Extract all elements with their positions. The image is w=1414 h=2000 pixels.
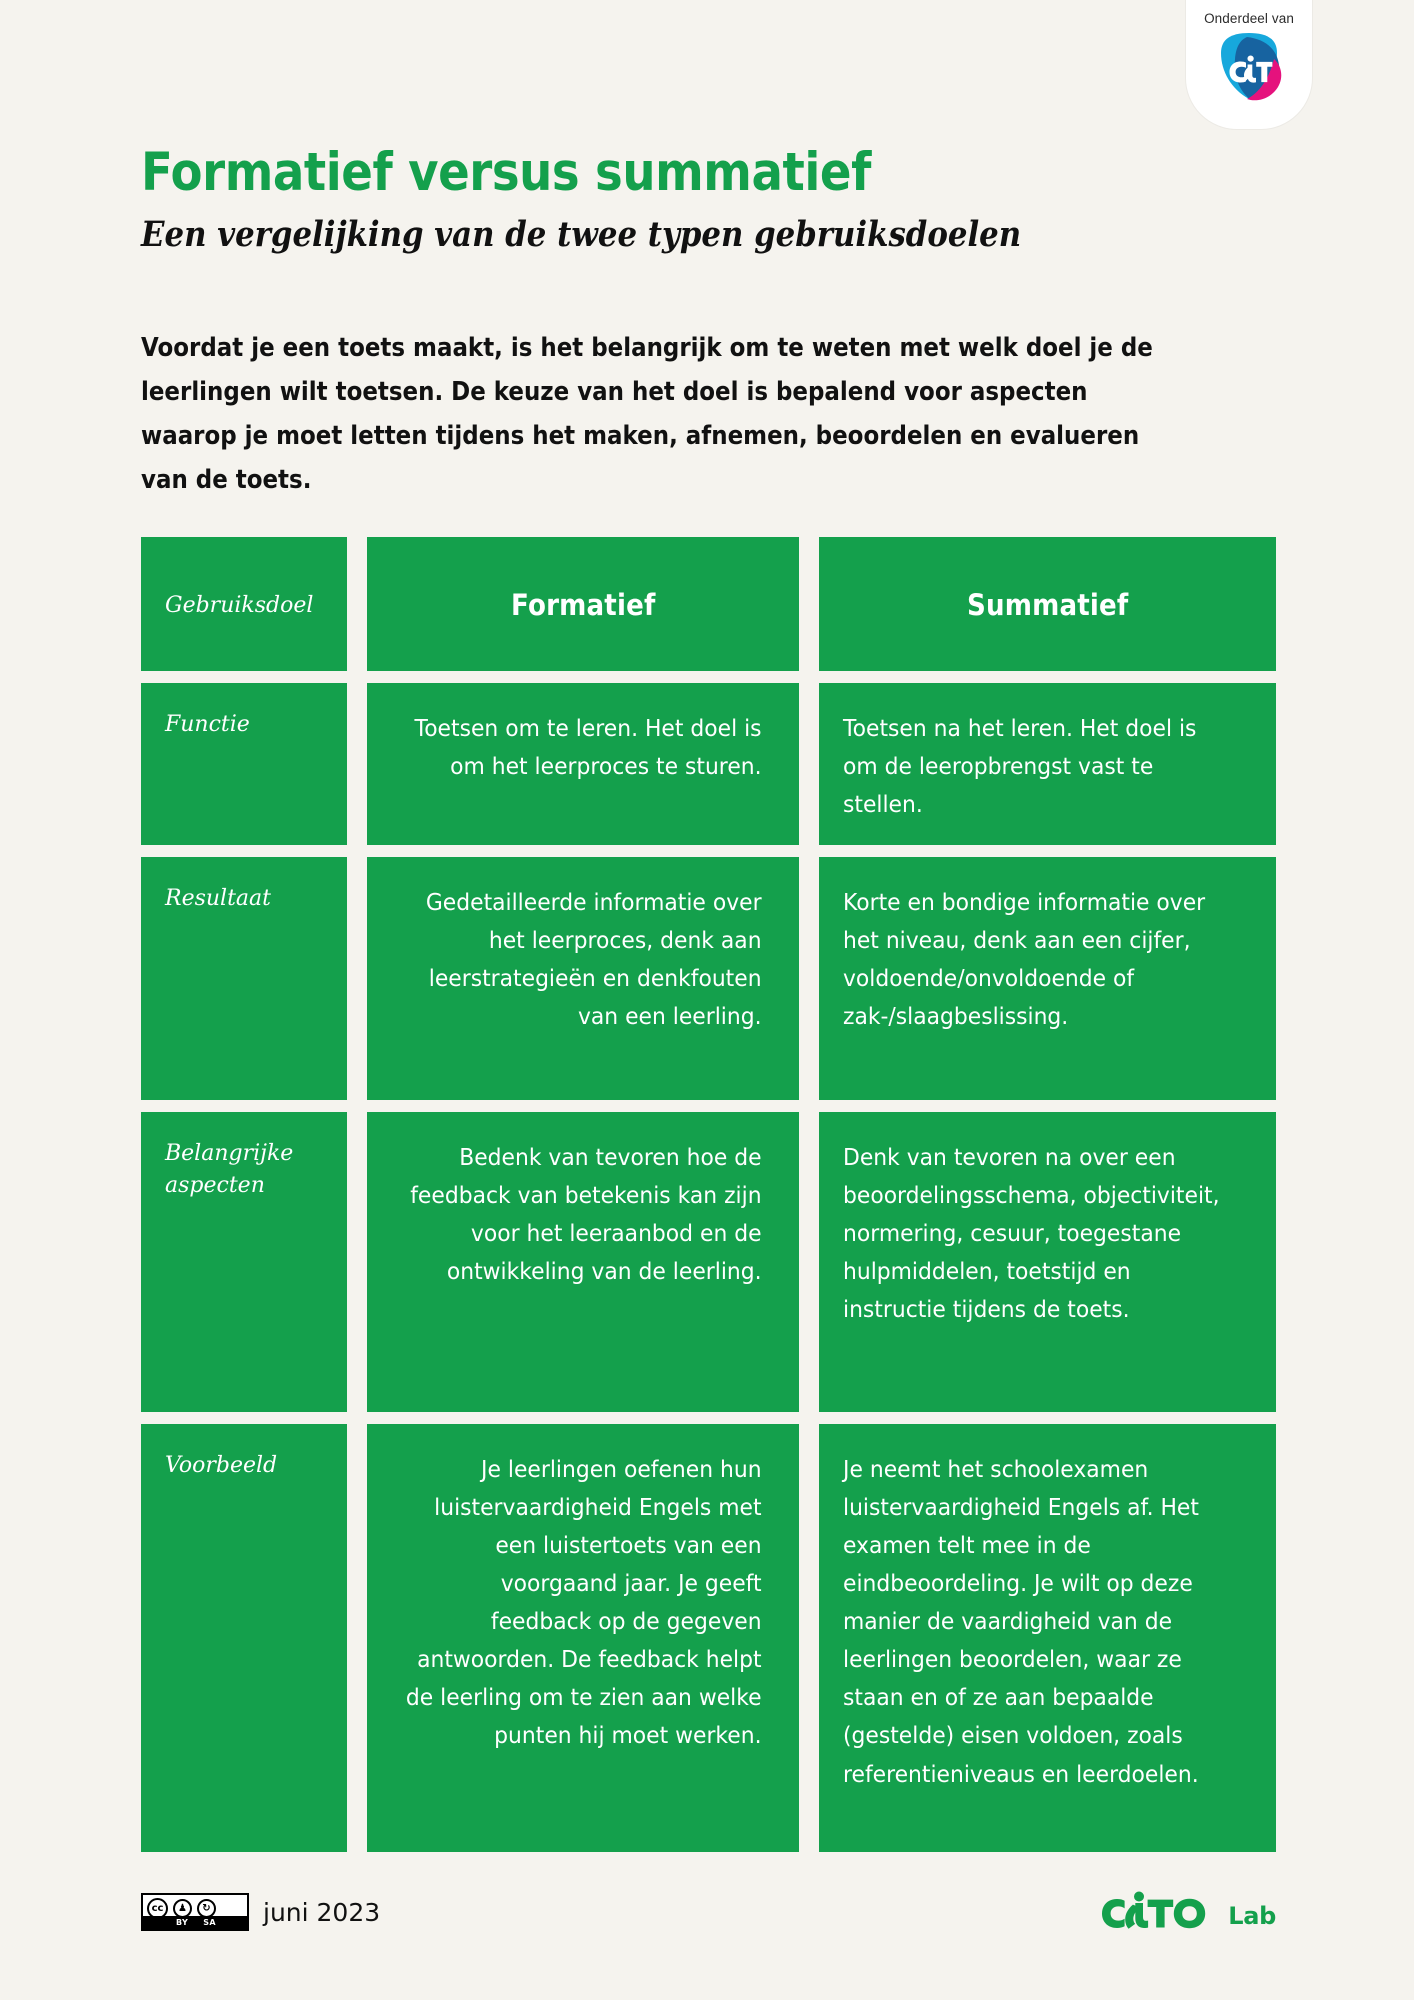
header-label-text: Gebruiksdoel [165,592,314,618]
page-subtitle: Een vergelijking van de twee typen gebruiksdoelen [141,214,1022,255]
row-summatief-cell [819,683,1276,845]
header-cell-formatief [367,537,799,671]
row-formatief-text: Gedetailleerde informatie over het leerproces, denk aan leerstrategieën en denkfouten van een leerling. [425,888,762,1031]
header-cell-summatief [819,537,1276,671]
citolab-wordmark-icon [1095,1890,1225,1934]
row-label-cell [141,683,347,845]
cc-label-row [143,1916,247,1929]
footer-left-group [141,1893,380,1931]
row-formatief-cell [367,1112,799,1412]
row-label-text: Voorbeeld [165,1453,278,1478]
row-summatief-cell [819,857,1276,1100]
row-formatief-cell [367,857,799,1100]
citolab-lab-text: Lab [1228,1902,1276,1930]
cc-by-label: BY [176,1918,189,1927]
footer [141,1890,1276,1934]
table-row [141,683,1276,845]
header-cell-label [141,537,347,671]
row-summatief-cell [819,1424,1276,1852]
header-summatief-text: Summatief [966,588,1129,622]
table-row [141,1424,1276,1852]
citolab-logo [1095,1890,1276,1934]
header-formatief-text: Formatief [510,588,656,622]
table-header-row [141,537,1276,671]
row-formatief-text: Je leerlingen oefenen hun luistervaardigheid Engels met een luistertoets van een voorgaand jaar. Je geeft feedback op de gegeven antwoorden. De feedback helpt de leerling om te zien aan welke punten hij moet werken. [405,1455,762,1750]
creative-commons-by-sa-icon [141,1893,249,1931]
row-label-cell [141,1424,347,1852]
intro-paragraph: Voordat je een toets maakt, is het belangrijk om te weten met welk doel je de leerlingen wilt toetsen. De keuze van het doel is bepalend voor aspecten waarop je moet letten tijdens het maken, afnemen, beoordelen en evalueren van de toets. [141,333,1153,495]
row-label-text: Resultaat [165,886,271,911]
page-title: Formatief versus summatief [141,142,871,203]
row-summatief-text: Toetsen na het leren. Het doel is om de leeropbrengst vast te stellen. [843,714,1197,819]
table-row [141,857,1276,1100]
row-label-text: Functie [165,712,250,737]
cito-badge-label: Onderdeel van [1204,11,1294,26]
row-formatief-cell [367,1424,799,1852]
row-summatief-text: Je neemt het schoolexamen luistervaardigheid Engels af. Het examen telt mee in de eindbeoordeling. Je wilt op deze manier de vaardigheid van de leerlingen beoordelen, waar ze staan en of ze aan bepaalde (gestelde) eisen voldoen, zoals referentieniveaus en leerdoelen. [843,1455,1199,1788]
row-formatief-text: Toetsen om te leren. Het doel is om het leerproces te sturen. [414,714,762,781]
row-formatief-cell [367,683,799,845]
row-summatief-cell [819,1112,1276,1412]
publication-date: juni 2023 [263,1897,381,1927]
cc-attribution-icon: ♟ [173,1899,192,1918]
row-label-text: Belangrijke aspecten [165,1141,294,1198]
table-row [141,1112,1276,1412]
row-label-cell [141,1112,347,1412]
cc-sa-label: SA [203,1918,217,1927]
cito-shield-icon [1211,31,1287,105]
cc-sharealike-icon: ↻ [197,1899,216,1918]
cito-brand-badge [1185,0,1313,130]
row-formatief-text: Bedenk van tevoren hoe de feedback van betekenis kan zijn voor het leeraanbod en de ontwikkeling van de leerling. [410,1143,762,1286]
row-summatief-text: Korte en bondige informatie over het niveau, denk aan een cijfer, voldoende/onvoldoende of zak-/slaagbeslissing. [843,888,1206,1031]
row-summatief-text: Denk van tevoren na over een beoordelingsschema, objectiviteit, normering, cesuur, toegestane hulpmiddelen, toetstijd en instructie tijdens de toets. [843,1143,1220,1324]
comparison-table [141,537,1276,1852]
row-label-cell [141,857,347,1100]
cc-logo-icon: cc [147,1898,168,1919]
